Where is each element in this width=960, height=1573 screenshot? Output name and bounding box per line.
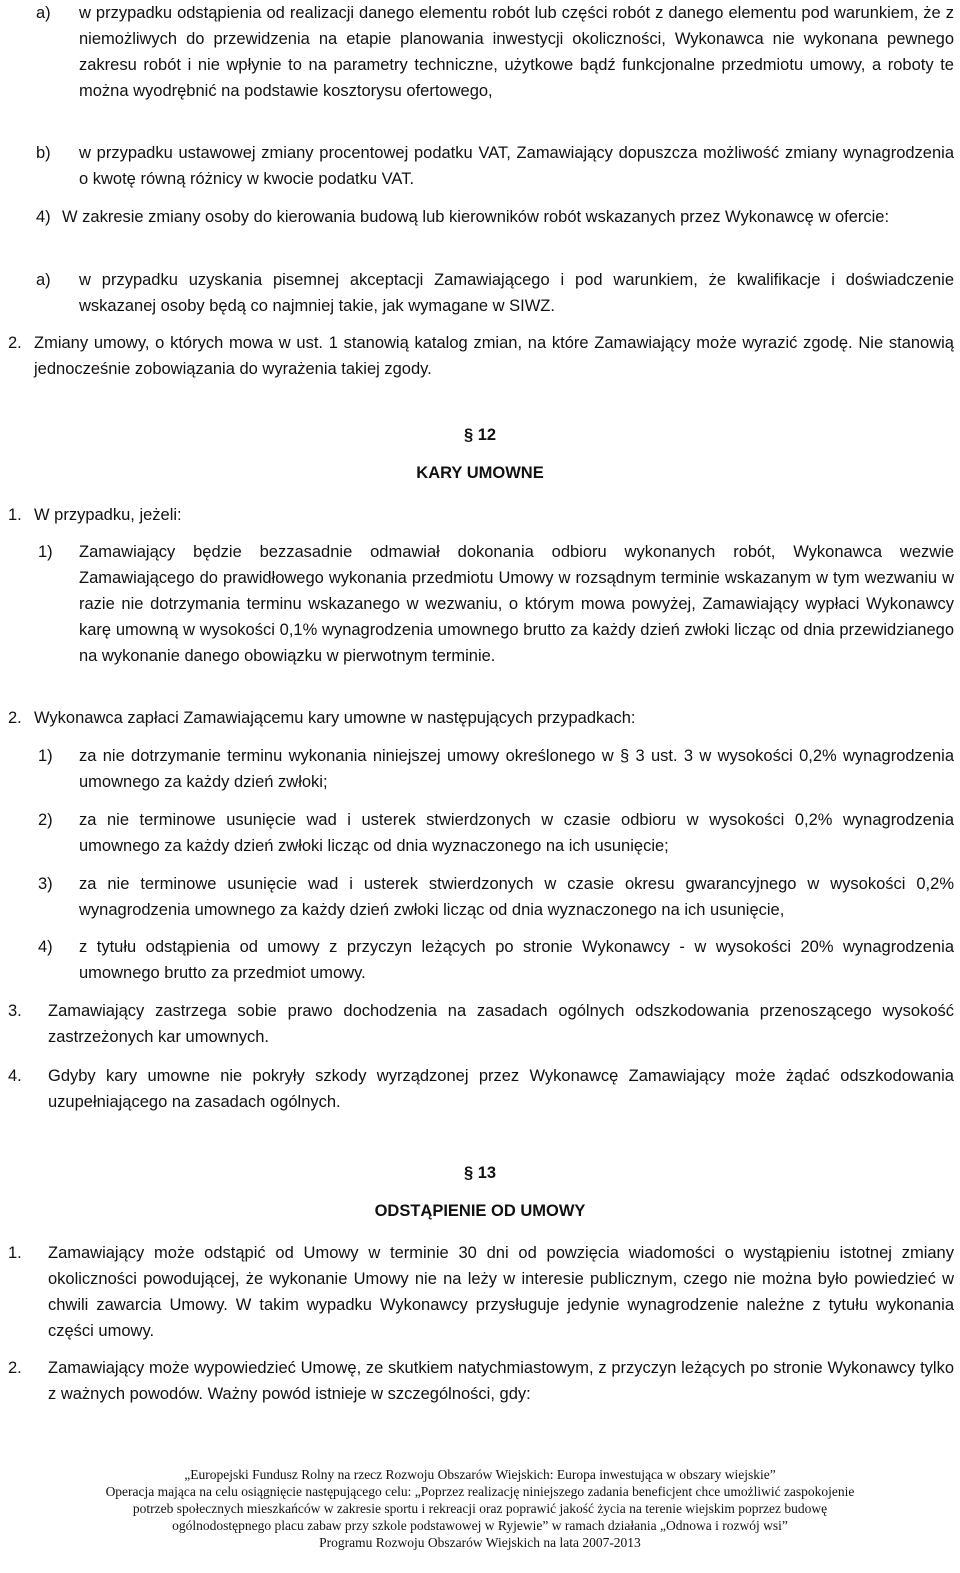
list-item-a-approval <box>36 267 954 319</box>
item-text: za nie terminowe usunięcie wad i usterek stwierdzonych w czasie okresu gwarancyjnego w wysokości 0,2% wynagrodzenia umownego za każdy dzień zwłoki licząc od dnia wyznaczonego na ich usunięcie, <box>79 875 954 919</box>
item-label: 2. <box>8 334 22 352</box>
list-item-penalty-2 <box>38 807 954 859</box>
section-number: § 13 <box>463 1164 497 1182</box>
item-text: Zmiany umowy, o których mowa w ust. 1 stanowią katalog zmian, na które Zamawiający może wyrazić zgodę. Nie stanowią jednocześnie zobowiązania do wyrażenia takiej zgody. <box>34 334 954 378</box>
page-footer <box>0 1466 960 1551</box>
footer-line: Operacja mająca na celu osiągnięcie następującego celu: „Poprzez realizację niniejszego zadania beneficjent chce umożliwić zaspokojenie <box>105 1484 855 1499</box>
list-item-4-supplementary <box>8 1063 954 1115</box>
item-text: Wykonawca zapłaci Zamawiającemu kary umowne w następujących przypadkach: <box>34 709 636 727</box>
item-label: 1. <box>8 506 22 524</box>
item-label: 4) <box>38 938 53 956</box>
footer-line: Programu Rozwoju Obszarów Wiejskich na lata 2007-2013 <box>319 1535 641 1550</box>
item-label: 1. <box>8 1244 22 1262</box>
item-text: w przypadku ustawowej zmiany procentowej podatku VAT, Zamawiający dopuszcza możliwość zmiany wynagrodzenia o kwotę równą różnicy w kwocie podatku VAT. <box>79 144 954 188</box>
list-item-2-termination <box>8 1355 954 1407</box>
item-text: w przypadku odstąpienia od realizacji danego elementu robót lub części robót z danego elementu pod warunkiem, że z niemożliwych do przewidzenia na etapie planowania inwestycji okoliczności, Wykonawca nie wykonana pewnego zakresu robót i nie wpłynie to na parametry techniczne, użytkowe bądź funkcjonalne przedmiotu umowy, a roboty te można wyodrębnić na podstawie kosztorysu ofertowego, <box>79 4 954 100</box>
item-label: 1) <box>38 747 53 765</box>
section-number: § 12 <box>463 426 497 444</box>
list-item-penalty-4 <box>38 934 954 986</box>
item-text: w przypadku uzyskania pisemnej akceptacji Zamawiającego i pod warunkiem, że kwalifikacje i doświadczenie wskazanej osoby będą co najmniej takie, jak wymagane w SIWZ. <box>79 271 954 315</box>
section-title: KARY UMOWNE <box>416 464 544 482</box>
list-item-2-penalties <box>8 705 954 731</box>
item-text: Zamawiający może wypowiedzieć Umowę, ze skutkiem natychmiastowym, z przyczyn leżących po stronie Wykonawcy tylko z ważnych powodów. Ważny powód istnieje w szczególności, gdy: <box>48 1359 954 1403</box>
list-item-1-withdrawal <box>8 1240 954 1344</box>
footer-line: potrzeb społecznych mieszkańców w zakresie sportu i rekreacji oraz poprawić jakość życia na terenie wiejskim poprzez budowę <box>132 1501 828 1516</box>
section-title: ODSTĄPIENIE OD UMOWY <box>374 1202 586 1220</box>
item-label: 1) <box>38 543 53 561</box>
list-item-3-compensation <box>8 998 954 1050</box>
list-item-1-if <box>8 502 954 528</box>
list-item-a-scope <box>36 0 954 104</box>
list-item-4-personnel <box>36 204 954 230</box>
item-label: a) <box>36 4 51 22</box>
list-item-1-refusal <box>38 539 954 669</box>
item-text: Zamawiający zastrzega sobie prawo dochodzenia na zasadach ogólnych odszkodowania przenoszącego wysokość zastrzeżonych kar umownych. <box>48 1002 954 1046</box>
item-label: 2. <box>8 1359 22 1377</box>
item-text: W przypadku, jeżeli: <box>34 506 182 524</box>
item-text: za nie dotrzymanie terminu wykonania niniejszej umowy określonego w § 3 ust. 3 w wysokości 0,2% wynagrodzenia umownego za każdy dzień zwłoki; <box>79 747 954 791</box>
item-label: 4. <box>8 1067 22 1085</box>
list-item-b-vat <box>36 140 954 192</box>
item-label: 2. <box>8 709 22 727</box>
item-text: z tytułu odstąpienia od umowy z przyczyn leżących po stronie Wykonawcy - w wysokości 20% wynagrodzenia umownego brutto za przedmiot umowy. <box>79 938 954 982</box>
item-label: 2) <box>38 811 53 829</box>
item-label: 3) <box>38 875 53 893</box>
footer-line: ogólnodostępnego placu zabaw przy szkole podstawowej w Ryjewie” w ramach działania „Odnowa i rozwój wsi” <box>172 1518 788 1533</box>
item-text: Zamawiający będzie bezzasadnie odmawiał dokonania odbioru wykonanych robót, Wykonawca wezwie Zamawiającego do prawidłowego wykonania przedmiotu Umowy w rozsądnym terminie wskazanym w tym wezwaniu w razie nie dotrzymania terminu wskazanego w wezwaniu, o którym mowa powyżej, Zamawiający wypłaci Wykonawcy karę umowną w wysokości 0,1% wynagrodzenia umownego brutto za każdy dzień zwłoki licząc od dnia przewidzianego na wykonanie danego obowiązku w pierwotnym terminie. <box>79 543 954 665</box>
item-text: W zakresie zmiany osoby do kierowania budową lub kierowników robót wskazanych przez Wykonawcę w ofercie: <box>62 208 890 226</box>
list-item-penalty-3 <box>38 871 954 923</box>
footer-line: „Europejski Fundusz Rolny na rzecz Rozwoju Obszarów Wiejskich: Europa inwestująca w obszary wiejskie” <box>184 1467 776 1482</box>
list-item-2-changes <box>8 330 954 382</box>
item-label: b) <box>36 144 51 162</box>
item-text: Gdyby kary umowne nie pokryły szkody wyrządzonej przez Wykonawcę Zamawiający może żądać odszkodowania uzupełniającego na zasadach ogólnych. <box>48 1067 954 1111</box>
item-text: Zamawiający może odstąpić od Umowy w terminie 30 dni od powzięcia wiadomości o wystąpieniu istotnej zmiany okoliczności powodującej, że wykonanie Umowy nie na leży w interesie publicznym, czego nie można było powiedzieć w chwili zawarcia Umowy. W takim wypadku Wykonawcy przysługuje jedynie wynagrodzenie należne z tytułu wykonania części umowy. <box>48 1244 954 1340</box>
item-label: 3. <box>8 1002 22 1020</box>
item-label: a) <box>36 271 51 289</box>
item-label: 4) <box>36 208 51 226</box>
item-text: za nie terminowe usunięcie wad i usterek stwierdzonych w czasie odbioru w wysokości 0,2% wynagrodzenia umownego za każdy dzień zwłoki licząc od dnia wyznaczonego na ich usunięcie; <box>79 811 954 855</box>
list-item-penalty-1 <box>38 743 954 795</box>
